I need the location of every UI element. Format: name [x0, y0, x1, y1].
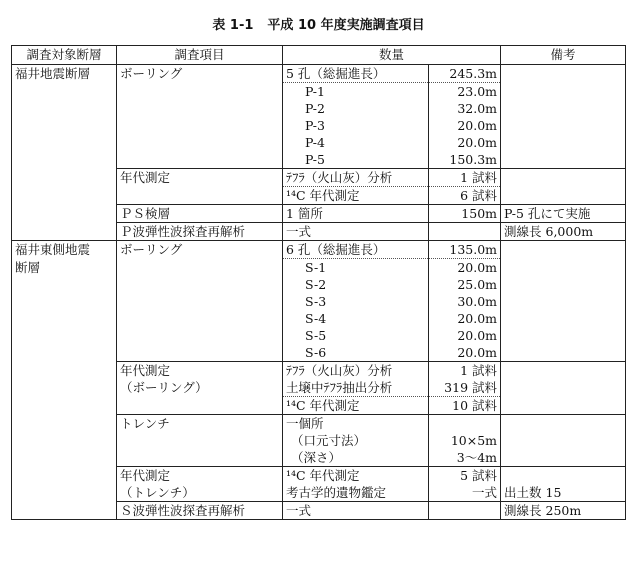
cell-quantity-value: 319 試料: [429, 379, 501, 397]
cell-target: [12, 432, 117, 449]
cell-note: [501, 449, 626, 467]
cell-item: ボーリング: [117, 241, 283, 259]
cell-target: [12, 169, 117, 187]
cell-target: [12, 117, 117, 134]
cell-quantity-value: 20.0m: [429, 259, 501, 277]
cell-quantity-desc: 1 箇所: [283, 205, 429, 223]
cell-quantity-desc: 一式: [283, 502, 429, 520]
table-row: [12, 432, 626, 449]
cell-target: [12, 502, 117, 520]
cell-target: 福井地震断層: [12, 65, 117, 83]
cell-target: [12, 467, 117, 485]
cell-quantity-value: 20.0m: [429, 310, 501, 327]
cell-item: [117, 151, 283, 169]
cell-note: [501, 415, 626, 433]
cell-note: [501, 65, 626, 83]
cell-item: トレンチ: [117, 415, 283, 433]
cell-note: [501, 293, 626, 310]
cell-quantity-value: 1 試料: [429, 362, 501, 380]
cell-item: 年代測定: [117, 362, 283, 380]
cell-note: [501, 467, 626, 485]
table-row: [12, 415, 626, 433]
table-row: [12, 117, 626, 134]
cell-item: ＰＳ検層: [117, 205, 283, 223]
cell-quantity-desc: S-6: [283, 344, 429, 362]
cell-quantity-value: 30.0m: [429, 293, 501, 310]
cell-target: [12, 310, 117, 327]
cell-item: [117, 276, 283, 293]
cell-quantity-desc: 考古学的遺物鑑定: [283, 484, 429, 502]
table-header-row: [12, 46, 626, 65]
cell-target: [12, 276, 117, 293]
table-row: [12, 187, 626, 205]
cell-quantity-desc: 一個所: [283, 415, 429, 433]
cell-note: [501, 310, 626, 327]
cell-quantity-value: 23.0m: [429, 83, 501, 101]
table-row: [12, 467, 626, 485]
cell-note: [501, 432, 626, 449]
cell-quantity-desc: S-4: [283, 310, 429, 327]
cell-note: [501, 276, 626, 293]
cell-item: [117, 293, 283, 310]
cell-quantity-desc: P-4: [283, 134, 429, 151]
cell-target: [12, 415, 117, 433]
cell-quantity-value: [429, 415, 501, 433]
cell-quantity-value: 一式: [429, 484, 501, 502]
cell-note: 出土数 15: [501, 484, 626, 502]
cell-quantity-desc: （深さ）: [283, 449, 429, 467]
cell-quantity-desc: 5 孔（総掘進長）: [283, 65, 429, 83]
table-title: 平成 10 年度実施調査項目: [267, 18, 425, 33]
table-caption: [0, 14, 637, 33]
cell-item: [117, 259, 283, 277]
cell-quantity-desc: S-1: [283, 259, 429, 277]
table-row: [12, 362, 626, 380]
table-row: [12, 344, 626, 362]
cell-quantity-value: 32.0m: [429, 100, 501, 117]
header-item: 調査項目: [117, 46, 283, 65]
cell-target: [12, 205, 117, 223]
cell-note: 測線長 250m: [501, 502, 626, 520]
cell-target: 断層: [12, 259, 117, 277]
cell-item: [117, 117, 283, 134]
cell-target: [12, 187, 117, 205]
table-row: [12, 241, 626, 259]
cell-item: ボーリング: [117, 65, 283, 83]
cell-item: [117, 344, 283, 362]
cell-note: [501, 344, 626, 362]
cell-quantity-desc: ¹⁴C 年代測定: [283, 467, 429, 485]
cell-quantity-desc: S-5: [283, 327, 429, 344]
cell-target: [12, 134, 117, 151]
cell-quantity-desc: （口元寸法）: [283, 432, 429, 449]
cell-note: [501, 241, 626, 259]
cell-target: [12, 484, 117, 502]
cell-quantity-value: 135.0m: [429, 241, 501, 259]
cell-item: [117, 100, 283, 117]
table-number: 表 1-1: [212, 18, 254, 33]
cell-quantity-value: 20.0m: [429, 117, 501, 134]
cell-target: [12, 344, 117, 362]
cell-target: 福井東側地震: [12, 241, 117, 259]
cell-quantity-value: 1 試料: [429, 169, 501, 187]
table-row: [12, 502, 626, 520]
cell-quantity-value: 6 試料: [429, 187, 501, 205]
cell-quantity-value: 150m: [429, 205, 501, 223]
cell-target: [12, 223, 117, 241]
table-row: [12, 327, 626, 344]
cell-quantity-value: 20.0m: [429, 344, 501, 362]
table-row: [12, 223, 626, 241]
cell-item: Ｓ波弾性波探査再解析: [117, 502, 283, 520]
cell-quantity-value: 10 試料: [429, 397, 501, 415]
cell-quantity-desc: S-3: [283, 293, 429, 310]
cell-quantity-desc: 土壌中ﾃﾌﾗ抽出分析: [283, 379, 429, 397]
table-row: [12, 449, 626, 467]
cell-quantity-desc: ﾃﾌﾗ（火山灰）分析: [283, 169, 429, 187]
cell-quantity-value: 150.3m: [429, 151, 501, 169]
cell-note: [501, 169, 626, 187]
cell-note: [501, 259, 626, 277]
cell-target: [12, 379, 117, 397]
cell-item: [117, 310, 283, 327]
table-row: [12, 83, 626, 101]
header-target: 調査対象断層: [12, 46, 117, 65]
cell-target: [12, 83, 117, 101]
table-row: [12, 65, 626, 83]
cell-quantity-desc: ¹⁴C 年代測定: [283, 397, 429, 415]
table-row: [12, 484, 626, 502]
cell-note: [501, 83, 626, 101]
cell-quantity-value: [429, 223, 501, 241]
cell-quantity-value: 3～4m: [429, 449, 501, 467]
table-row: [12, 397, 626, 415]
cell-item: [117, 187, 283, 205]
cell-quantity-value: 20.0m: [429, 327, 501, 344]
table-row: [12, 169, 626, 187]
cell-target: [12, 362, 117, 380]
cell-item: 年代測定: [117, 467, 283, 485]
cell-quantity-value: 25.0m: [429, 276, 501, 293]
cell-target: [12, 151, 117, 169]
table-row: [12, 310, 626, 327]
cell-note: P-5 孔にて実施: [501, 205, 626, 223]
cell-quantity-value: 20.0m: [429, 134, 501, 151]
cell-note: [501, 117, 626, 134]
table-row: [12, 205, 626, 223]
table-row: [12, 134, 626, 151]
cell-note: [501, 134, 626, 151]
table-row: [12, 259, 626, 277]
cell-note: [501, 100, 626, 117]
cell-note: [501, 397, 626, 415]
table-row: [12, 151, 626, 169]
cell-quantity-desc: 6 孔（総掘進長）: [283, 241, 429, 259]
cell-quantity-value: 245.3m: [429, 65, 501, 83]
cell-note: [501, 379, 626, 397]
cell-note: [501, 187, 626, 205]
cell-quantity-value: [429, 502, 501, 520]
cell-item: [117, 432, 283, 449]
cell-quantity-desc: P-5: [283, 151, 429, 169]
cell-target: [12, 327, 117, 344]
header-quantity: 数量: [283, 46, 501, 65]
table-row: [12, 276, 626, 293]
cell-item: [117, 83, 283, 101]
survey-items-table: [11, 45, 626, 520]
cell-quantity-desc: 一式: [283, 223, 429, 241]
cell-note: [501, 362, 626, 380]
cell-quantity-desc: P-2: [283, 100, 429, 117]
cell-quantity-desc: P-3: [283, 117, 429, 134]
cell-item: [117, 397, 283, 415]
cell-quantity-value: 5 試料: [429, 467, 501, 485]
cell-item: [117, 134, 283, 151]
cell-quantity-desc: ﾃﾌﾗ（火山灰）分析: [283, 362, 429, 380]
cell-item: （トレンチ）: [117, 484, 283, 502]
header-note: 備考: [501, 46, 626, 65]
cell-item: Ｐ波弾性波探査再解析: [117, 223, 283, 241]
cell-target: [12, 397, 117, 415]
cell-item: 年代測定: [117, 169, 283, 187]
cell-quantity-desc: ¹⁴C 年代測定: [283, 187, 429, 205]
cell-quantity-value: 10×5m: [429, 432, 501, 449]
table-row: [12, 293, 626, 310]
cell-item: [117, 327, 283, 344]
cell-note: [501, 327, 626, 344]
cell-item: （ボーリング）: [117, 379, 283, 397]
table-row: [12, 379, 626, 397]
cell-item: [117, 449, 283, 467]
cell-target: [12, 293, 117, 310]
cell-note: 測線長 6,000m: [501, 223, 626, 241]
cell-note: [501, 151, 626, 169]
cell-quantity-desc: S-2: [283, 276, 429, 293]
cell-quantity-desc: P-1: [283, 83, 429, 101]
cell-target: [12, 100, 117, 117]
cell-target: [12, 449, 117, 467]
table-row: [12, 100, 626, 117]
